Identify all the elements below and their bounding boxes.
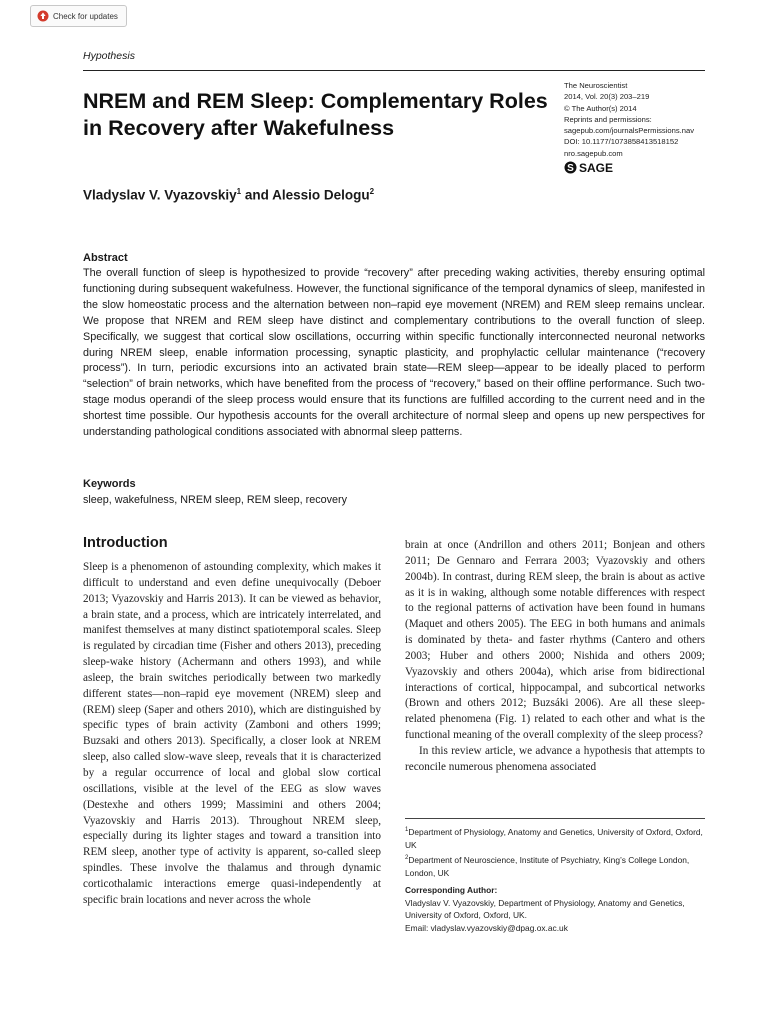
right-column-paragraph: In this review article, we advance a hypothesis that attempts to reconcile numerous phenomena associated — [405, 744, 705, 773]
corresponding-author-text: Vladyslav V. Vyazovskiy, Department of Physiology, Anatomy and Genetics, University of Oxford, Oxford, UK. — [405, 897, 685, 921]
corresponding-author-heading: Corresponding Author: — [405, 884, 498, 895]
header-rule — [83, 70, 705, 71]
abstract-heading: Abstract — [83, 252, 128, 264]
svg-text:S: S — [567, 163, 574, 175]
footnotes — [405, 824, 705, 935]
author-line — [83, 187, 374, 203]
check-for-updates-badge[interactable] — [30, 5, 127, 27]
sage-logo — [564, 161, 734, 176]
permissions-link[interactable]: sagepub.com/journalsPermissions.nav — [564, 126, 695, 136]
reprints-line: Reprints and permissions: — [564, 114, 652, 124]
keywords-heading: Keywords — [83, 478, 136, 490]
author-affiliation-mark: 2 — [369, 187, 375, 196]
footnote-mark: 2 — [405, 855, 409, 862]
author-joiner: and — [241, 187, 273, 203]
copyright-line: © The Author(s) 2014 — [564, 103, 637, 113]
affiliation-2 — [405, 852, 705, 879]
affiliation-text: Department of Physiology, Anatomy and Genetics, University of Oxford, Oxford, UK — [405, 826, 703, 850]
update-icon — [37, 10, 49, 22]
article-title: NREM and REM Sleep: Complementary Roles in Recovery after Wakefulness — [83, 89, 548, 140]
journal-name: The Neuroscientist — [564, 81, 628, 90]
affiliation-1 — [405, 824, 705, 851]
keywords-text: sleep, wakefulness, NREM sleep, REM sleep, recovery — [83, 494, 348, 506]
author-name: Vladyslav V. Vyazovskiy — [83, 187, 237, 203]
author-name: Alessio Delogu — [272, 187, 370, 203]
introduction-right-column — [405, 538, 705, 776]
right-column-paragraph: brain at once (Andrillon and others 2011; Bonjean and others 2011; De Gennaro and Ferrara 2003; Vyazovskiy and others 2004b). In contrast, during REM sleep, the brain is about as active as it is in waking, although some notable differences with respect to the regional patterns of activation have been found in humans (Maquet and others 2005). The EEG in both humans and animals is dominated by theta- and faster rhythms (Cantero and others 2003; Huber and others 2000; Nishida and others 2009; Vyazovskiy and others 2004a), which arise from bidirectional interactions of cortical, hippocampal, and subcortical networks (Brown and others 2012; Buzsáki 2006). Are all these sleep-related phenomena (Fig. 1) related to each other and what is the functional meaning of the overall complexity of the sleep process? — [405, 539, 705, 742]
affiliation-text: Department of Neuroscience, Institute of Psychiatry, King’s College London, London, UK — [405, 855, 690, 878]
author-affiliation-mark: 1 — [236, 187, 242, 196]
check-for-updates-label: Check for updates — [53, 11, 118, 21]
introduction-left-column: Sleep is a phenomenon of astounding complexity, which makes it difficult to understand and even define unequivocally (Deboer 2013; Vyazovskiy and Harris 2013). It can be viewed as behavior, a brain state, and a process, which are intricately interrelated, and manifest themselves at many distinct spatiotemporal scales. Sleep is regulated by circadian time (Fisher and others 2013), preceding sleep-wake history (Achermann and others 1993), and while asleep, the brain switches periodically between two markedly different states—non–rapid eye movement (NREM) sleep and (REM) sleep (Saper and others 2010), which are distinguished by specific types of brain activity (Zamboni and others 1999; Buzsaki and others 2013). Specifically, a closer look at NREM sleep, also called slow-wave sleep, reveals that it is characterized by a regular occurrence of local and global slow cortical oscillations, visible at the level of the EEG as slow waves (Destexhe and others 1999; Massimini and others 2004; Vyazovskiy and Harris 2013). Throughout NREM sleep, especially during its lighter stages and toward a transition into REM sleep, another type of activity is apparent, so-called sleep spindles. These involve the thalamus and through dynamic corticothalamic interactions emerge quasi-independently at specific brain locations and never across the whole — [83, 561, 381, 906]
publication-info — [564, 80, 734, 176]
volume-line: 2014, Vol. 20(3) 203–219 — [564, 92, 650, 102]
sage-wordmark: SAGE — [579, 161, 614, 176]
footnote-mark: 1 — [405, 827, 409, 833]
doi-line[interactable]: DOI: 10.1177/1073858413518152 — [564, 137, 679, 147]
abstract-text: The overall function of sleep is hypothesized to provide “recovery” after preceding waking activities, thereby ensuring optimal functioning during subsequent wakefulness. However, the functional significance of the temporal dynamics of sleep, manifested in the slow homeostatic process and the alternation between non–rapid eye movement (NREM) and REM sleep remains unclear. We propose that NREM and REM sleep have distinct and complementary contributions to the overall function of sleep. Specifically, we suggest that cortical slow oscillations, occurring within specific functionally interconnected neuronal networks during NREM sleep, enable information processing, synaptic plasticity, and prophylactic cellular maintenance (“recovery process”). In turn, periodic excursions into an activated brain state—REM sleep—appear to be ideally placed to perform “selection” of brain networks, which have benefited from the process of “recovery,” based on their offline performance. Such two-stage modus operandi of the sleep process would ensure that its functions are fulfilled according to the current need and in the shortest time possible. Our hypothesis accounts for the overall architecture of normal sleep and opens up new perspectives for understanding pathological conditions associated with abnormal sleep patterns. — [83, 267, 705, 439]
introduction-heading: Introduction — [83, 535, 168, 551]
section-label: Hypothesis — [83, 50, 135, 62]
footnote-rule — [405, 818, 705, 819]
corresponding-email[interactable]: Email: vladyslav.vyazovskiy@dpag.ox.ac.uk — [405, 923, 568, 934]
sage-s-icon — [564, 161, 577, 176]
journal-site-link[interactable]: nro.sagepub.com — [564, 148, 623, 158]
